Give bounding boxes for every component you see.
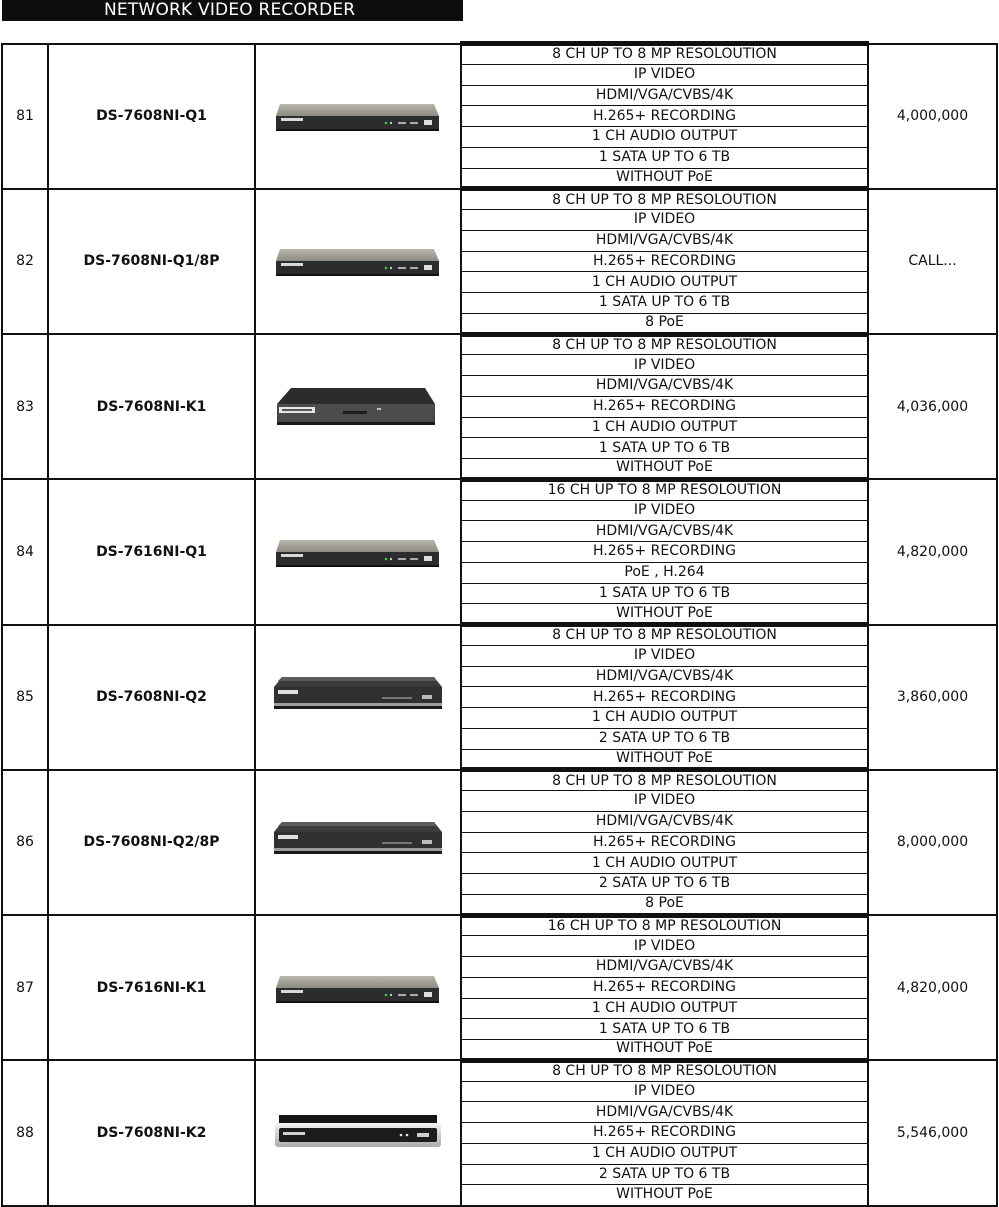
spec-line: IP VIDEO (461, 791, 868, 812)
table-row (2, 770, 997, 791)
spec-line: 1 CH AUDIO OUTPUT (461, 998, 868, 1019)
item-number: 86 (2, 770, 48, 915)
spec-line: H.265+ RECORDING (461, 832, 868, 853)
spec-line: 1 CH AUDIO OUTPUT (461, 417, 868, 438)
spec-line: 1 SATA UP TO 6 TB (461, 293, 868, 314)
table-row (2, 625, 997, 646)
price: 3,860,000 (868, 625, 997, 770)
spec-line: 16 CH UP TO 8 MP RESOLOUTION (461, 915, 868, 936)
item-number: 83 (2, 334, 48, 479)
spec-line: 8 PoE (461, 894, 868, 915)
spec-line: IP VIDEO (461, 355, 868, 376)
spec-line: H.265+ RECORDING (461, 1123, 868, 1144)
model-name: DS-7608NI-Q1 (48, 44, 255, 189)
spec-line: WITHOUT PoE (461, 1185, 868, 1206)
spec-line: 1 CH AUDIO OUTPUT (461, 853, 868, 874)
silver-nvr-icon (255, 1060, 461, 1205)
spec-line: 2 SATA UP TO 6 TB (461, 1164, 868, 1185)
spec-line: HDMI/VGA/CVBS/4K (461, 376, 868, 397)
item-number: 87 (2, 915, 48, 1060)
table-row (2, 479, 997, 500)
spec-line: HDMI/VGA/CVBS/4K (461, 957, 868, 978)
spec-line: HDMI/VGA/CVBS/4K (461, 230, 868, 251)
spec-line: IP VIDEO (461, 64, 868, 85)
spec-line: H.265+ RECORDING (461, 396, 868, 417)
item-number: 82 (2, 189, 48, 334)
price: CALL... (868, 189, 997, 334)
spec-line: HDMI/VGA/CVBS/4K (461, 85, 868, 106)
model-name: DS-7608NI-K2 (48, 1060, 255, 1205)
spec-line: IP VIDEO (461, 1081, 868, 1102)
spec-line: 8 CH UP TO 8 MP RESOLOUTION (461, 189, 868, 210)
spec-line: 8 CH UP TO 8 MP RESOLOUTION (461, 44, 868, 65)
slim-black-nvr-icon (255, 479, 461, 624)
table-row (2, 915, 997, 936)
spec-line: IP VIDEO (461, 210, 868, 231)
item-number: 88 (2, 1060, 48, 1205)
table-row (2, 1060, 997, 1081)
spec-line: 1 CH AUDIO OUTPUT (461, 272, 868, 293)
wide-nvr-icon (255, 625, 461, 770)
model-name: DS-7608NI-Q2/8P (48, 770, 255, 915)
model-name: DS-7608NI-Q2 (48, 625, 255, 770)
page-title: NETWORK VIDEO RECORDER (2, 0, 463, 21)
price: 4,000,000 (868, 44, 997, 189)
spec-line: IP VIDEO (461, 645, 868, 666)
model-name: DS-7608NI-Q1/8P (48, 189, 255, 334)
spec-line: WITHOUT PoE (461, 749, 868, 770)
spec-line: 8 CH UP TO 8 MP RESOLOUTION (461, 334, 868, 355)
spec-line: 2 SATA UP TO 6 TB (461, 874, 868, 895)
spec-line: 1 SATA UP TO 6 TB (461, 1019, 868, 1040)
item-number: 84 (2, 479, 48, 624)
spec-line: 1 CH AUDIO OUTPUT (461, 708, 868, 729)
item-number: 81 (2, 44, 48, 189)
slim-black-nvr-icon (255, 189, 461, 334)
price: 5,546,000 (868, 1060, 997, 1205)
spec-line: PoE , H.264 (461, 562, 868, 583)
spec-line: H.265+ RECORDING (461, 106, 868, 127)
model-name: DS-7616NI-Q1 (48, 479, 255, 624)
slim-black-nvr-icon (255, 44, 461, 189)
spec-line: 8 CH UP TO 8 MP RESOLOUTION (461, 1060, 868, 1081)
spec-line: 1 CH AUDIO OUTPUT (461, 1143, 868, 1164)
price: 8,000,000 (868, 770, 997, 915)
spec-line: 8 CH UP TO 8 MP RESOLOUTION (461, 770, 868, 791)
wide-nvr-icon (255, 770, 461, 915)
model-name: DS-7608NI-K1 (48, 334, 255, 479)
spec-line: 1 CH AUDIO OUTPUT (461, 127, 868, 148)
product-table (1, 41, 998, 1207)
spec-line: 16 CH UP TO 8 MP RESOLOUTION (461, 479, 868, 500)
item-number: 85 (2, 625, 48, 770)
slim-black-nvr-icon (255, 915, 461, 1060)
spec-line: 8 PoE (461, 313, 868, 334)
table-row (2, 334, 997, 355)
price: 4,820,000 (868, 915, 997, 1060)
spec-line: WITHOUT PoE (461, 1040, 868, 1061)
spec-line: WITHOUT PoE (461, 604, 868, 625)
spec-line: H.265+ RECORDING (461, 687, 868, 708)
price: 4,036,000 (868, 334, 997, 479)
spec-line: HDMI/VGA/CVBS/4K (461, 666, 868, 687)
spec-line: IP VIDEO (461, 936, 868, 957)
compact-nvr-icon (255, 334, 461, 479)
model-name: DS-7616NI-K1 (48, 915, 255, 1060)
table-row (2, 44, 997, 65)
spec-line: WITHOUT PoE (461, 168, 868, 189)
spec-line: 1 SATA UP TO 6 TB (461, 147, 868, 168)
spec-line: H.265+ RECORDING (461, 251, 868, 272)
spec-line: 1 SATA UP TO 6 TB (461, 583, 868, 604)
spec-line: 1 SATA UP TO 6 TB (461, 438, 868, 459)
spec-line: 2 SATA UP TO 6 TB (461, 728, 868, 749)
spec-line: WITHOUT PoE (461, 459, 868, 480)
spec-line: H.265+ RECORDING (461, 542, 868, 563)
price: 4,820,000 (868, 479, 997, 624)
table-row (2, 189, 997, 210)
spec-line: H.265+ RECORDING (461, 977, 868, 998)
spec-line: HDMI/VGA/CVBS/4K (461, 1102, 868, 1123)
spec-line: 8 CH UP TO 8 MP RESOLOUTION (461, 625, 868, 646)
spec-line: HDMI/VGA/CVBS/4K (461, 521, 868, 542)
spec-line: HDMI/VGA/CVBS/4K (461, 811, 868, 832)
spec-line: IP VIDEO (461, 500, 868, 521)
